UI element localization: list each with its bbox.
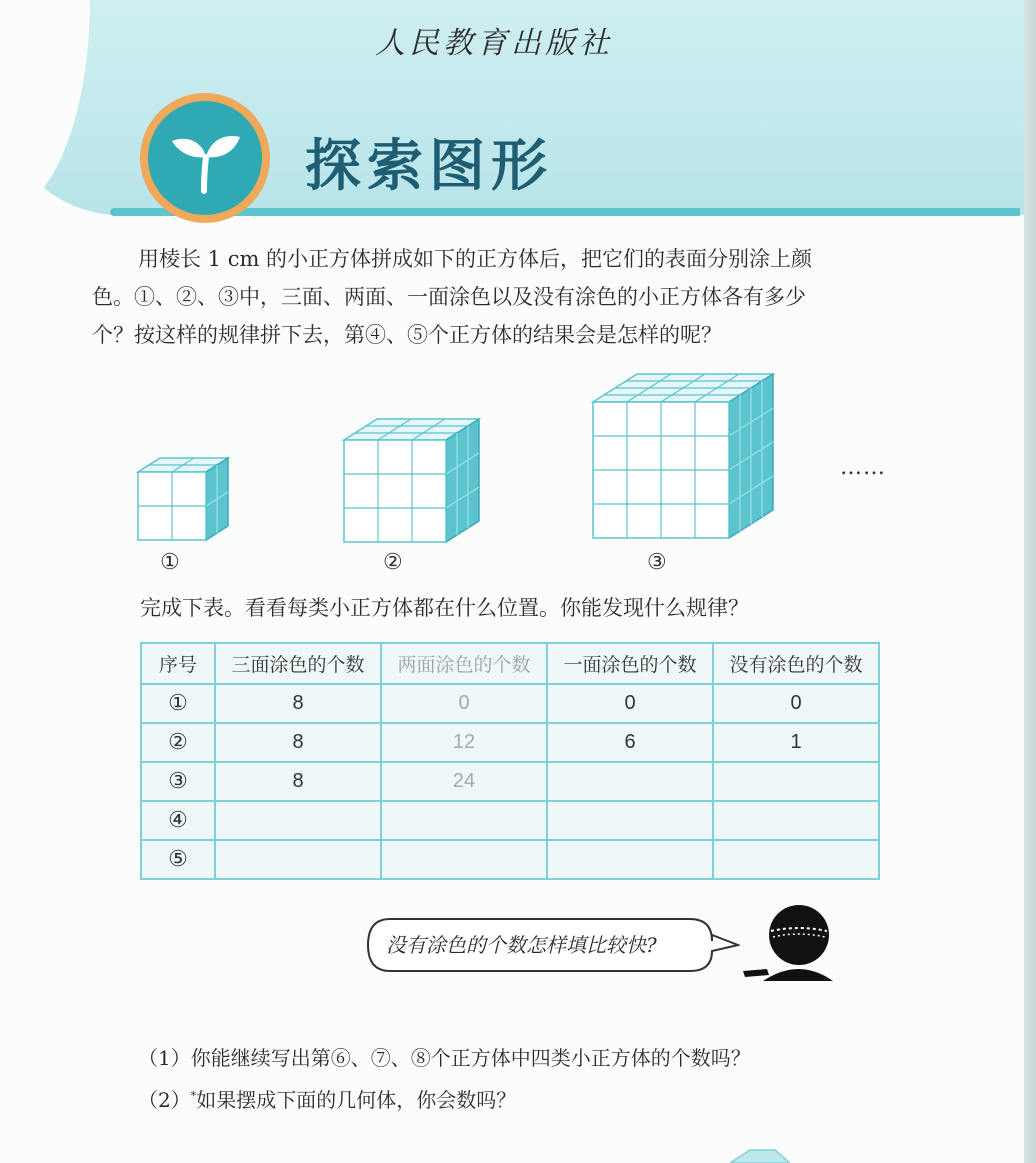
header-index: 序号 xyxy=(141,643,215,684)
cell-no-face xyxy=(713,762,879,801)
cell-two-faces xyxy=(381,840,547,879)
row-index: ③ xyxy=(141,762,215,801)
header-two-faces: 两面涂色的个数 xyxy=(381,643,547,684)
bubble-text: 没有涂色的个数怎样填比较快? xyxy=(386,933,657,957)
table-row xyxy=(141,840,879,879)
cell-no-face xyxy=(713,840,879,879)
cube-3 xyxy=(593,374,773,538)
page-corner-decoration xyxy=(730,1148,790,1163)
figure-label-2: ② xyxy=(383,550,403,575)
header-no-face: 没有涂色的个数 xyxy=(713,643,879,684)
table-instruction: 完成下表。看看每类小正方体都在什么位置。你能发现什么规律？ xyxy=(140,596,749,620)
table-row xyxy=(141,723,879,762)
cell-no-face: 0 xyxy=(713,684,879,723)
cell-one-face xyxy=(547,762,713,801)
cube-2 xyxy=(344,419,479,542)
header-one-face: 一面涂色的个数 xyxy=(547,643,713,684)
cell-one-face: 0 xyxy=(547,684,713,723)
cell-two-faces xyxy=(381,801,547,840)
figure-label-1: ① xyxy=(160,550,180,575)
question-2-text: 如果摆成下面的几何体，你会数吗？ xyxy=(196,1088,517,1112)
cell-three-faces: 8 xyxy=(215,684,381,723)
header-three-faces: 三面涂色的个数 xyxy=(215,643,381,684)
intro-paragraph xyxy=(92,240,892,354)
question-2-number: （2） xyxy=(138,1088,191,1112)
row-index: ④ xyxy=(141,801,215,840)
question-2 xyxy=(138,1084,516,1113)
header-rule xyxy=(110,208,1020,216)
cell-one-face xyxy=(547,840,713,879)
cell-no-face: 1 xyxy=(713,723,879,762)
continuation-ellipsis: …… xyxy=(840,455,886,480)
count-table xyxy=(140,642,880,880)
optional-mark: * xyxy=(190,1089,197,1103)
intro-line-3: 个？按这样的规律拼下去，第④、⑤个正方体的结果会是怎样的呢？ xyxy=(92,323,722,347)
publisher-logo: 人民教育出版社 xyxy=(375,26,613,61)
cell-three-faces: 8 xyxy=(215,723,381,762)
intro-line-2: 色。①、②、③中，三面、两面、一面涂色以及没有涂色的小正方体各有多少 xyxy=(92,285,806,309)
page-title: 探索图形 xyxy=(305,134,553,199)
question-1: （1）你能继续写出第⑥、⑦、⑧个正方体中四类小正方体的个数吗？ xyxy=(138,1046,751,1070)
table-row xyxy=(141,801,879,840)
row-index: ① xyxy=(141,684,215,723)
cell-one-face xyxy=(547,801,713,840)
cell-three-faces xyxy=(215,840,381,879)
cell-two-faces: 24 xyxy=(381,762,547,801)
student-avatar-icon xyxy=(735,905,835,985)
cell-two-faces: 12 xyxy=(381,723,547,762)
figure-label-3: ③ xyxy=(647,550,667,575)
table-header-row xyxy=(141,643,879,684)
cube-1 xyxy=(138,458,228,540)
table-row xyxy=(141,684,879,723)
row-index: ② xyxy=(141,723,215,762)
sprout-icon xyxy=(160,113,250,203)
cell-three-faces xyxy=(215,801,381,840)
intro-line-1: 用棱长 1 cm 的小正方体拼成如下的正方体后，把它们的表面分别涂上颜 xyxy=(138,247,813,271)
cell-two-faces: 0 xyxy=(381,684,547,723)
cell-three-faces: 8 xyxy=(215,762,381,801)
table-row xyxy=(141,762,879,801)
cell-one-face: 6 xyxy=(547,723,713,762)
row-index: ⑤ xyxy=(141,840,215,879)
cell-no-face xyxy=(713,801,879,840)
